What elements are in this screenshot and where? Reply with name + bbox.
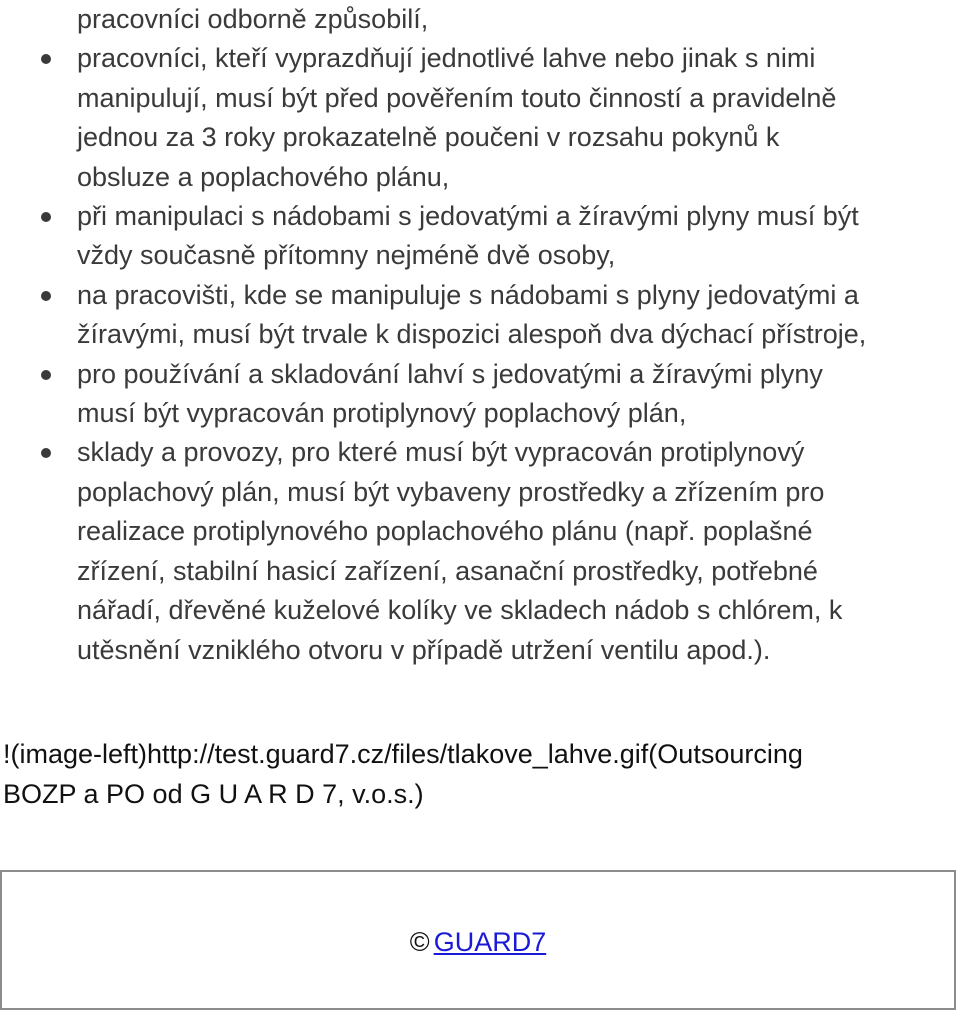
bullet-dot-icon xyxy=(41,291,51,301)
bullet-dot-icon xyxy=(41,212,51,222)
list-item-text-line: poplachový plán, musí být vybaveny prostředky a zřízením pro xyxy=(77,476,825,507)
guard7-link[interactable]: GUARD7 xyxy=(433,927,547,957)
list-item-text-line: pro používání a skladování lahví s jedovatými a žíravými plyny xyxy=(77,358,823,389)
footer xyxy=(0,870,956,1010)
list-item-text-line: pracovníci, kteří vyprazdňují jednotlivé lahve nebo jinak s nimi xyxy=(77,43,816,74)
bullet-dot-icon xyxy=(41,54,51,64)
list-item xyxy=(0,197,960,276)
list-item-text-line: vždy současně přítomny nejméně dvě osoby, xyxy=(77,240,616,271)
image-markup-caption xyxy=(3,734,953,814)
list-item xyxy=(0,0,960,39)
list-item-text-line: musí být vypracován protiplynový poplachový plán, xyxy=(77,398,687,429)
bullet-dot-icon xyxy=(41,448,51,458)
list-item xyxy=(0,433,960,669)
list-item-text-line: manipulují, musí být před pověřením touto činností a pravidelně xyxy=(77,82,837,113)
list-item-text-line: žíravými, musí být trvale k dispozici alespoň dva dýchací přístroje, xyxy=(77,319,867,350)
bullet-dot-icon xyxy=(41,370,51,380)
list-item-text-line: na pracovišti, kde se manipuluje s nádobami s plyny jedovatými a xyxy=(77,279,859,310)
list-item-text-line: realizace protiplynového poplachového plánu (např. poplašné xyxy=(77,516,813,547)
list-item xyxy=(0,39,960,197)
list-item-text-line: sklady a provozy, pro které musí být vypracován protiplynový xyxy=(77,437,805,468)
footer-copyright xyxy=(2,922,954,962)
list-item xyxy=(0,276,960,355)
list-item-text-line: zřízení, stabilní hasicí zařízení, asanační prostředky, potřebné xyxy=(77,555,818,586)
list-item-text-line: utěsnění vzniklého otvoru v případě utržení ventilu apod.). xyxy=(77,634,771,665)
list-item-text-line: jednou za 3 roky prokazatelně poučeni v rozsahu pokynů k xyxy=(77,122,780,153)
list-item xyxy=(0,355,960,434)
list-item-text-line: nářadí, dřevěné kuželové kolíky ve skladech nádob s chlórem, k xyxy=(77,595,843,626)
list-item-text-line: pracovníci odborně způsobilí, xyxy=(77,4,429,34)
copyright-icon: © xyxy=(409,927,430,957)
list-item-text-line: obsluze a poplachového plánu, xyxy=(77,161,450,192)
image-caption-line-1: !(image-left)http://test.guard7.cz/files/tlakove_lahve.gif(Outsourcing xyxy=(3,739,803,769)
list-item-text-line: při manipulaci s nádobami s jedovatými a žíravými plyny musí být xyxy=(77,201,859,232)
image-caption-line-2: BOZP a PO od G U A R D 7, v.o.s.) xyxy=(3,779,424,809)
